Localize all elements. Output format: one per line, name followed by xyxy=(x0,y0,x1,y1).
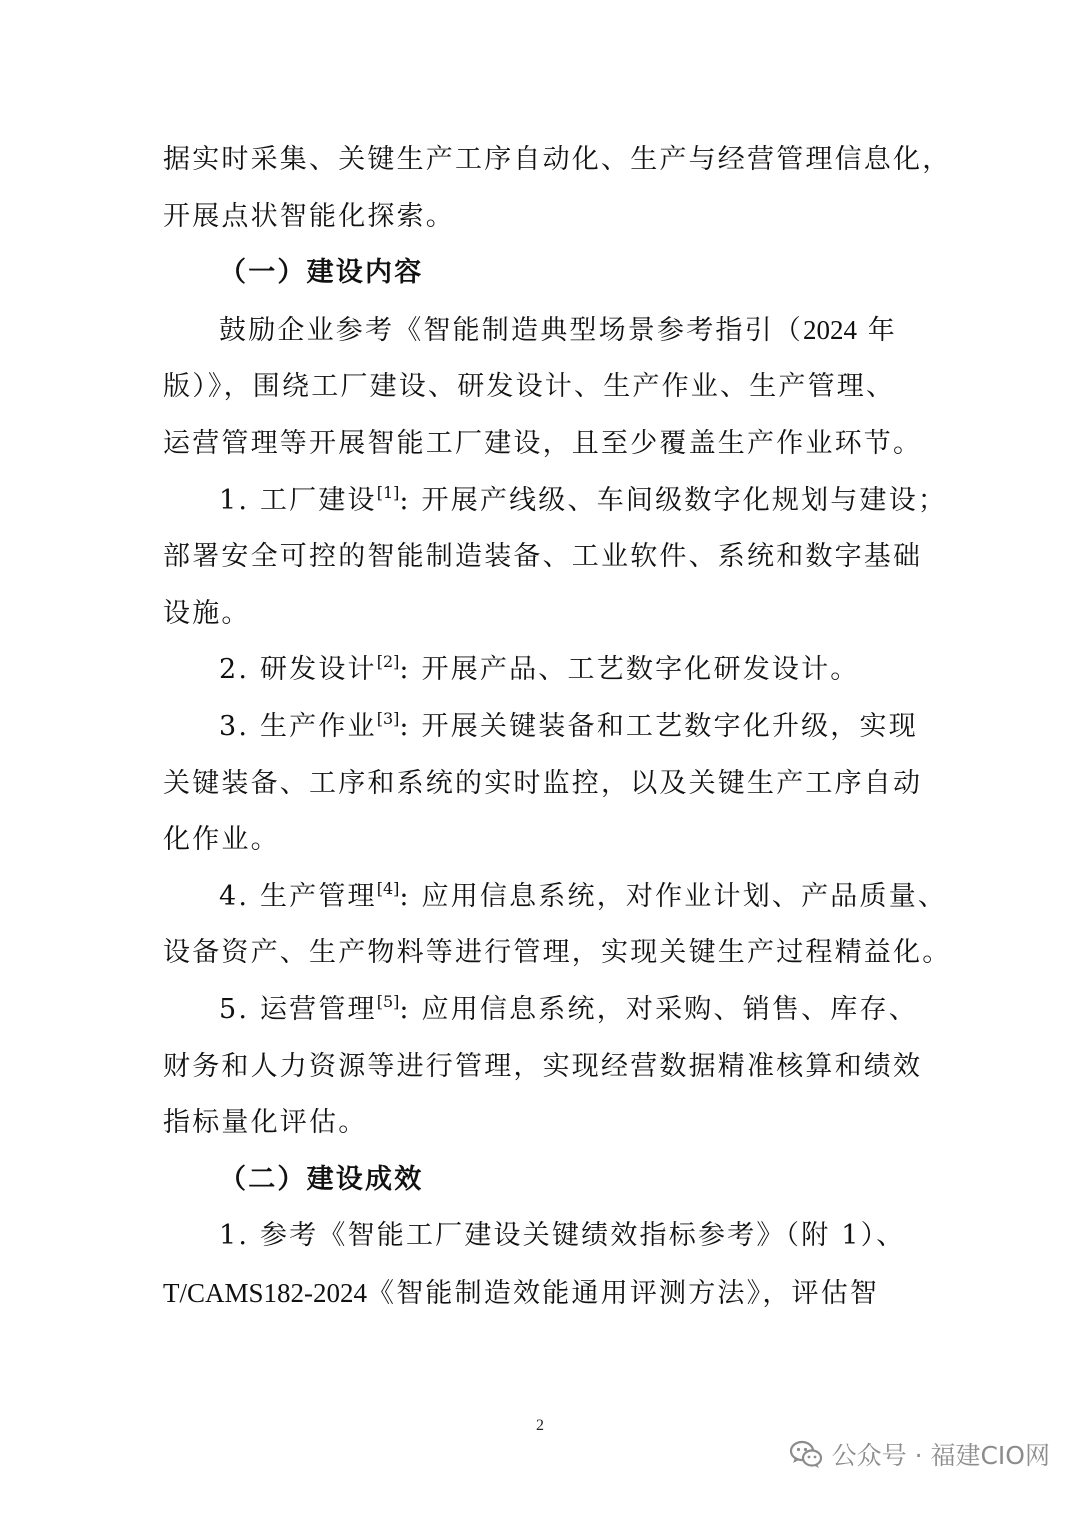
list-item xyxy=(163,642,919,699)
text-segment: 3. 生产作业 xyxy=(219,710,377,742)
standard-code: T/CAMS182-2024 xyxy=(163,1277,368,1308)
text-segment: 《智能制造效能通用评测方法》，评估智 xyxy=(367,1277,880,1309)
text-segment: 鼓励企业参考《智能制造典型场景参考指引（ xyxy=(219,314,803,346)
text-segment: : 开展产线级、车间级数字化规划与建设； xyxy=(399,484,948,516)
text-segment: : 应用信息系统，对作业计划、产品质量、 xyxy=(399,880,948,912)
section-heading: （二）建设成效 xyxy=(219,1163,424,1195)
footnote-ref: [1] xyxy=(376,482,400,502)
text-segment: 5. 运营管理 xyxy=(219,993,377,1025)
text-segment: 2024 xyxy=(803,314,857,345)
document-body xyxy=(163,132,952,1322)
text-segment: 2. 研发设计 xyxy=(219,654,377,686)
body-line: 开展点状智能化探索。 xyxy=(163,200,455,232)
body-line: 财务和人力资源等进行管理，实现经营数据精准核算和绩效 xyxy=(163,1050,923,1082)
text-segment: : 开展关键装备和工艺数字化升级，实现 xyxy=(399,710,918,742)
text-segment: : 开展产品、工艺数字化研发设计。 xyxy=(399,654,860,686)
body-line: 版）》，围绕工厂建设、研发设计、生产作业、生产管理、 xyxy=(163,371,896,403)
list-item xyxy=(163,982,919,1039)
body-line: 设施。 xyxy=(163,597,251,629)
footnote-ref: [3] xyxy=(376,708,400,728)
body-line xyxy=(163,1265,919,1323)
footnote-ref: [4] xyxy=(376,878,400,898)
text-segment: 年 xyxy=(867,314,897,346)
body-line: 指标量化评估。 xyxy=(163,1107,368,1139)
watermark xyxy=(788,1434,1050,1474)
body-line: 关键装备、工序和系统的实时监控，以及关键生产工序自动 xyxy=(163,767,923,799)
body-line: 运营管理等开展智能工厂建设，且至少覆盖生产作业环节。 xyxy=(163,427,923,459)
footnote-ref: [5] xyxy=(376,991,400,1011)
body-line: 据实时采集、关键生产工序自动化、生产与经营管理信息化， xyxy=(163,144,952,175)
body-line: 化作业。 xyxy=(163,824,280,856)
section-heading: （一）建设内容 xyxy=(219,257,424,289)
body-line: 部署安全可控的智能制造装备、工业软件、系统和数字基础 xyxy=(163,541,923,573)
page-number: 2 xyxy=(536,1417,544,1434)
list-item: 1. 参考《智能工厂建设关键绩效指标参考》（附 1）、 xyxy=(219,1220,906,1252)
list-item xyxy=(163,473,948,530)
list-item xyxy=(163,869,948,926)
footnote-ref: [2] xyxy=(376,652,400,672)
body-line xyxy=(163,302,919,360)
text-segment: 4. 生产管理 xyxy=(219,880,377,912)
wechat-icon xyxy=(788,1436,824,1472)
body-line: 设备资产、生产物料等进行管理，实现关键生产过程精益化。 xyxy=(163,937,952,969)
list-item xyxy=(163,699,919,756)
text-segment: : 应用信息系统，对采购、销售、库存、 xyxy=(399,993,918,1025)
text-segment: 1. 工厂建设 xyxy=(219,484,377,516)
watermark-text: 公众号 · 福建CIO网 xyxy=(831,1441,1050,1470)
